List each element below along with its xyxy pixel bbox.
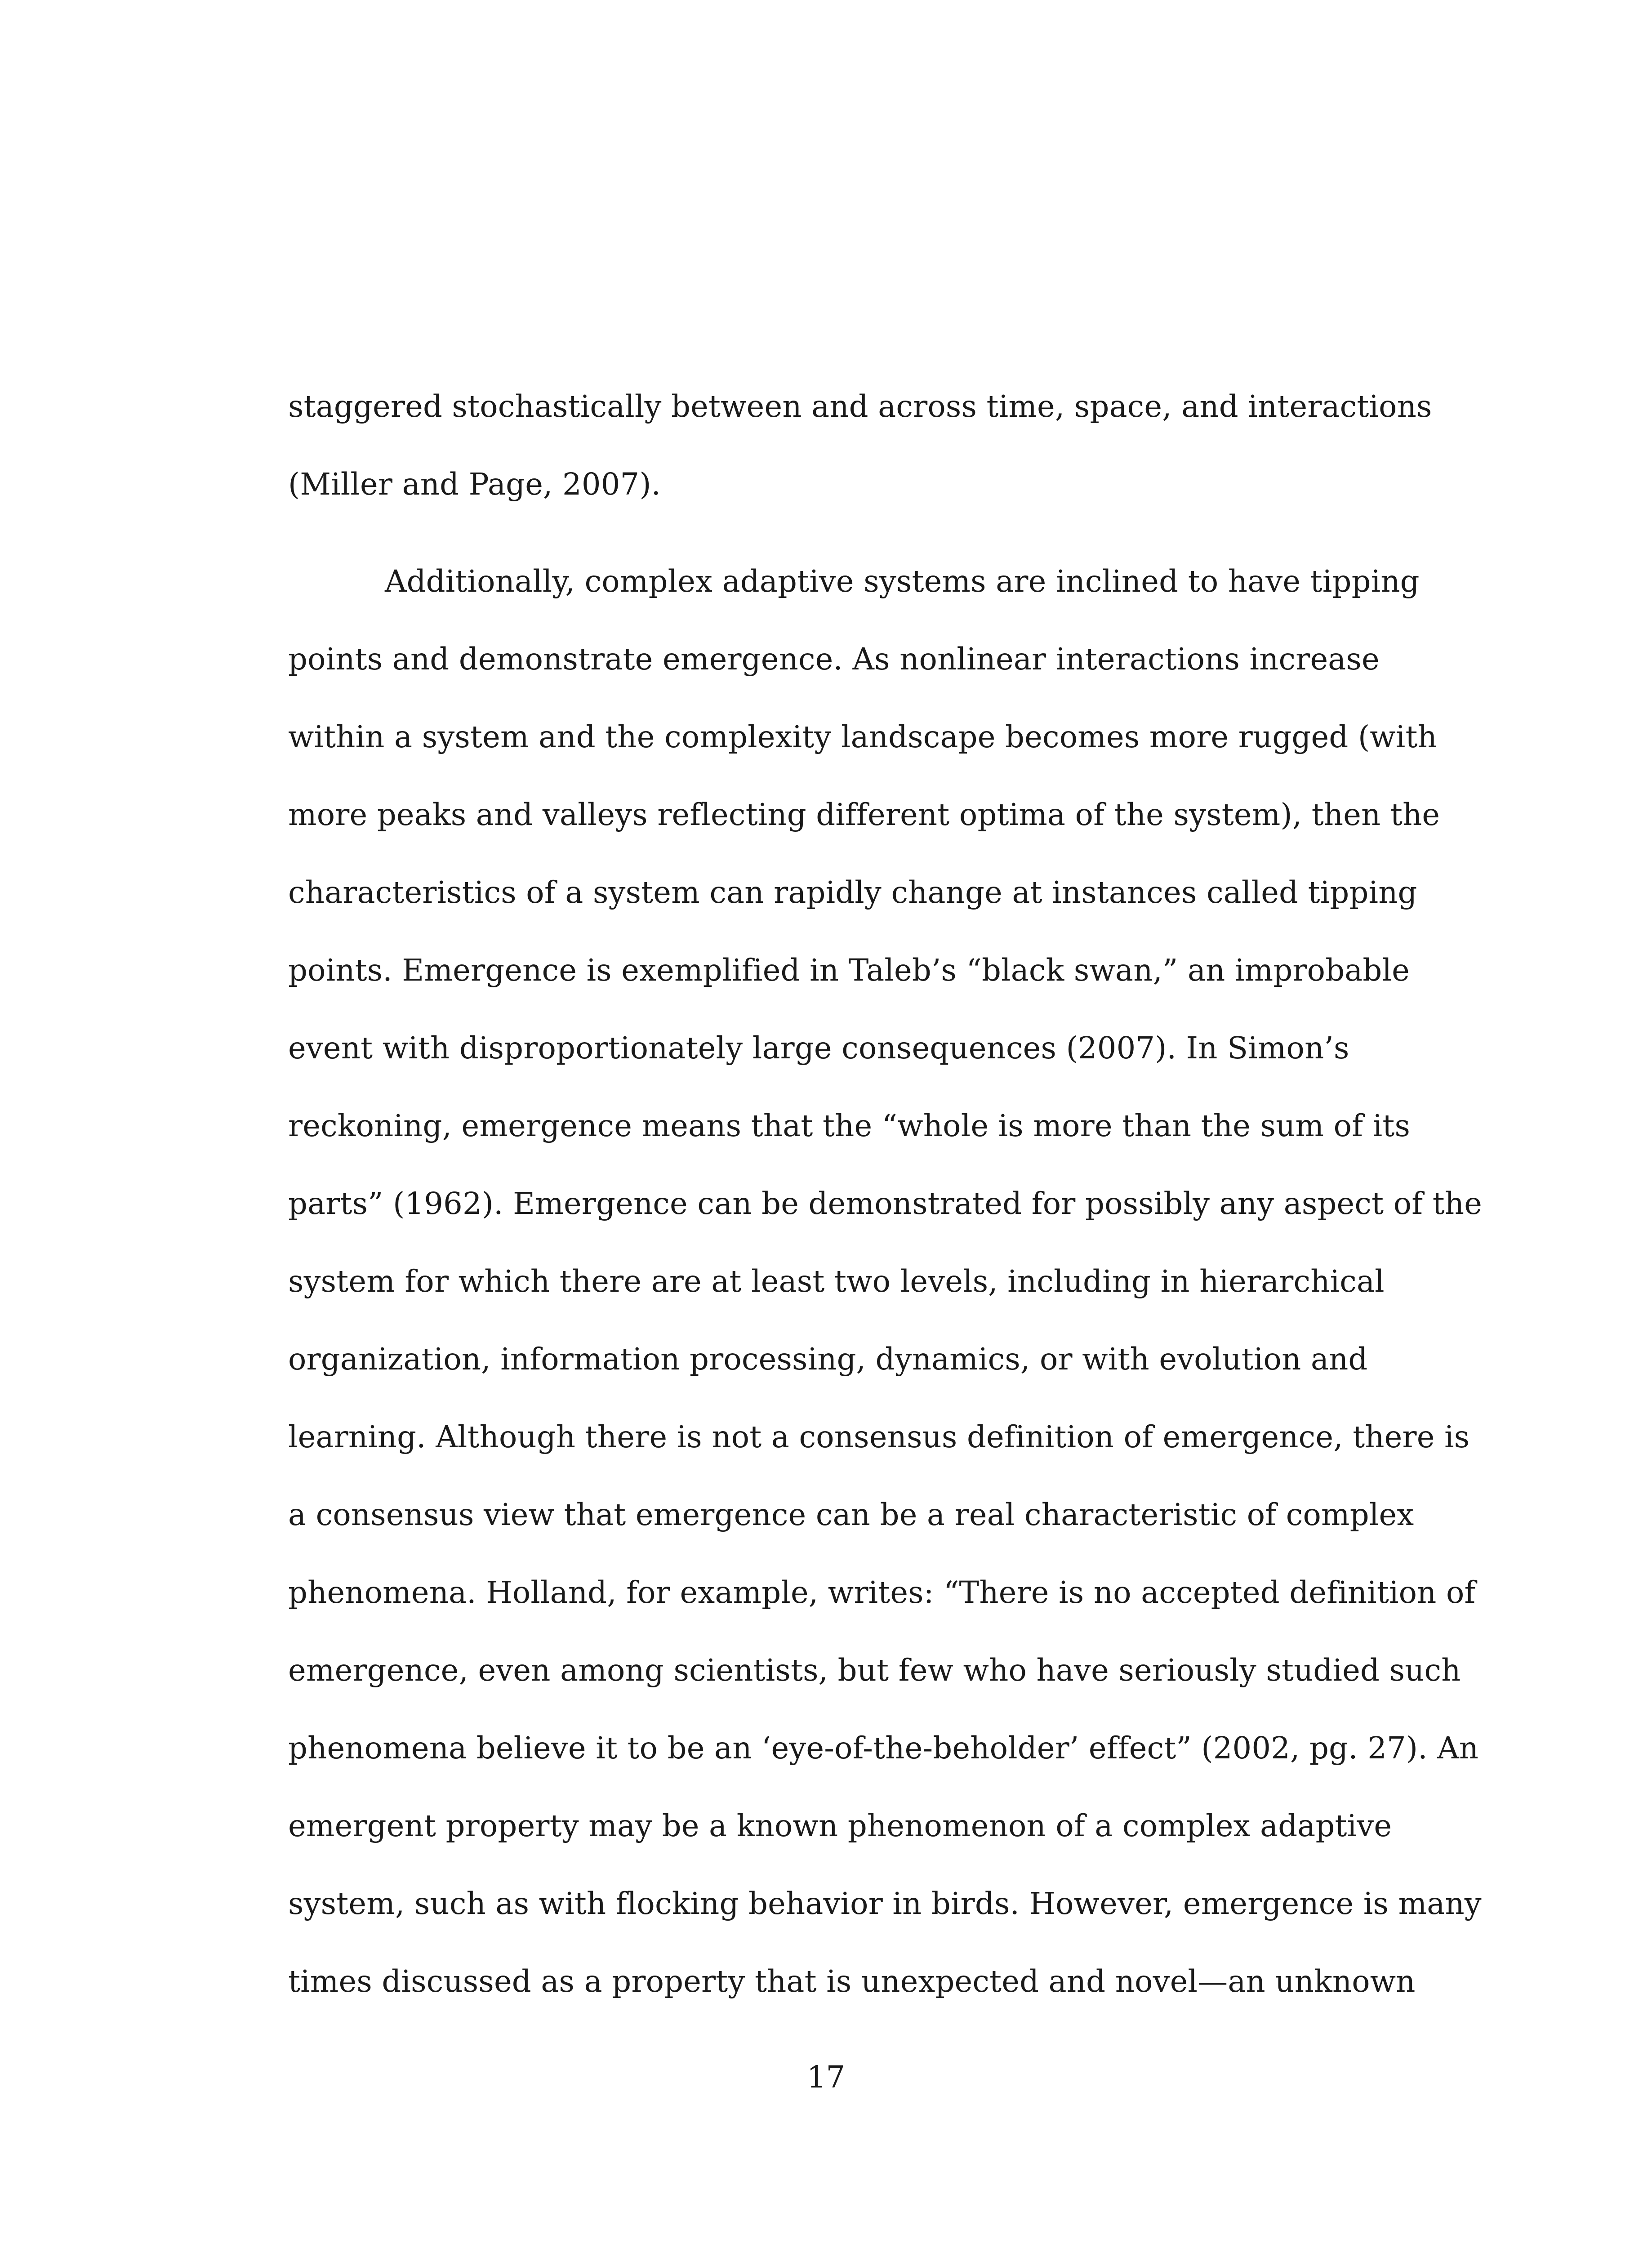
text-line: phenomena. Holland, for example, writes: “There is no accepted definition of	[288, 1575, 1476, 1610]
text-line: more peaks and valleys reflecting different optima of the system), then the	[288, 797, 1440, 832]
body-text	[288, 368, 1483, 2021]
text-line: organization, information processing, dynamics, or with evolution and	[288, 1342, 1368, 1377]
text-line: points. Emergence is exemplified in Taleb’s “black swan,” an improbable	[288, 953, 1410, 988]
text-line: parts” (1962). Emergence can be demonstrated for possibly any aspect of the	[288, 1186, 1483, 1221]
text-line: learning. Although there is not a consensus definition of emergence, there is	[288, 1419, 1470, 1454]
paragraph-first-line: Additionally, complex adaptive systems are inclined to have tipping	[385, 564, 1420, 599]
text-line: phenomena believe it to be an ‘eye-of-the-beholder’ effect” (2002, pg. 27). An	[288, 1731, 1479, 1766]
text-line: system, such as with flocking behavior in birds. However, emergence is many	[288, 1886, 1482, 1921]
text-line: (Miller and Page, 2007).	[288, 467, 661, 502]
text-line: within a system and the complexity landscape becomes more rugged (with	[288, 719, 1437, 754]
text-line: event with disproportionately large consequences (2007). In Simon’s	[288, 1030, 1349, 1066]
page-number: 17	[806, 2060, 846, 2095]
text-line: emergent property may be a known phenomenon of a complex adaptive	[288, 1808, 1392, 1843]
text-line: emergence, even among scientists, but few who have seriously studied such	[288, 1653, 1461, 1688]
text-line: reckoning, emergence means that the “whole is more than the sum of its	[288, 1108, 1411, 1143]
text-line: characteristics of a system can rapidly change at instances called tipping	[288, 875, 1417, 910]
text-line: a consensus view that emergence can be a real characteristic of complex	[288, 1497, 1414, 1532]
text-line: system for which there are at least two levels, including in hierarchical	[288, 1264, 1385, 1299]
text-line: points and demonstrate emergence. As nonlinear interactions increase	[288, 642, 1380, 677]
text-line: times discussed as a property that is unexpected and novel—an unknown	[288, 1964, 1416, 1999]
text-line: staggered stochastically between and across time, space, and interactions	[288, 389, 1432, 424]
